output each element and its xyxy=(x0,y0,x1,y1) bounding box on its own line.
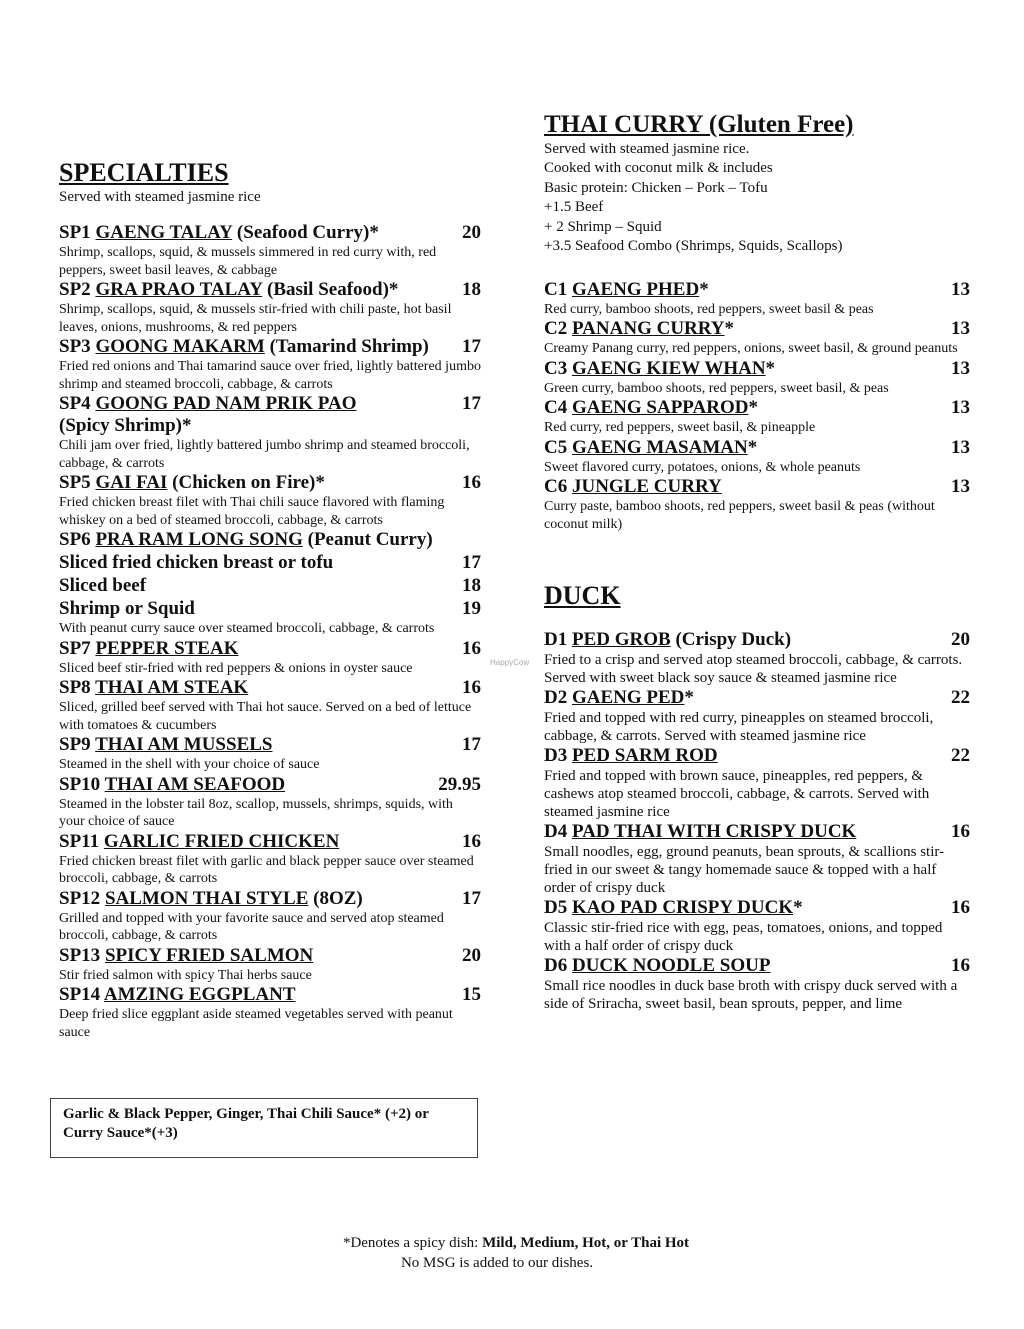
item-description: Red curry, red peppers, sweet basil, & pineapple xyxy=(544,420,816,436)
item-description: Classic stir-fried rice with egg, peas, tomatoes, onions, and topped with a half order of crispy duck xyxy=(544,920,943,955)
item-head xyxy=(544,279,970,301)
item-extra: * xyxy=(748,397,758,419)
menu-item-d1 xyxy=(544,629,970,687)
item-code: SP9 xyxy=(59,734,91,756)
item-extra: (Peanut Curry) xyxy=(302,529,433,551)
menu-item-c2 xyxy=(544,318,970,358)
item-head xyxy=(59,888,481,910)
item-head xyxy=(59,774,481,796)
menu-item-c4 xyxy=(544,397,970,437)
item-name: THAI AM MUSSELS xyxy=(95,734,273,756)
menu-item-c1 xyxy=(544,279,970,319)
item-head xyxy=(544,955,970,977)
item-code: C2 xyxy=(544,318,568,340)
item-head xyxy=(544,821,970,843)
menu-item-c6 xyxy=(544,476,970,533)
item-description: With peanut curry sauce over steamed broccoli, cabbage, & carrots xyxy=(59,621,435,637)
menu-item-sp1 xyxy=(59,222,481,279)
curry-note-line: +1.5 Beef xyxy=(544,199,604,216)
item-code: SP1 xyxy=(59,222,91,244)
item-head xyxy=(59,472,481,494)
item-extra: * xyxy=(699,278,709,300)
option-price: 17 xyxy=(462,552,481,574)
item-head xyxy=(544,745,970,767)
footer-notes xyxy=(0,1233,1024,1273)
item-code: SP8 xyxy=(59,677,91,699)
item-description: Sweet flavored curry, potatoes, onions, & whole peanuts xyxy=(544,459,861,475)
menu-item-sp2 xyxy=(59,279,481,336)
watermark: HappyCow xyxy=(490,658,530,667)
item-code: D6 xyxy=(544,955,568,977)
spicy-note xyxy=(0,1233,1024,1253)
item-name: GAENG PHED xyxy=(571,278,700,300)
item-price: 16 xyxy=(462,637,481,659)
menu-item-sp6 xyxy=(59,529,481,638)
item-head xyxy=(544,358,970,380)
item-price: 17 xyxy=(462,887,481,909)
sp6-option xyxy=(59,597,481,620)
item-name: DUCK NOODLE SOUP xyxy=(571,955,771,977)
item-code: SP6 xyxy=(59,529,91,551)
menu-item-sp13 xyxy=(59,945,481,985)
menu-item-d5 xyxy=(544,897,970,955)
item-price: 29.95 xyxy=(438,773,481,795)
item-name: PED GROB xyxy=(571,629,671,651)
item-price: 20 xyxy=(462,944,481,966)
menu-item-sp3 xyxy=(59,336,481,393)
item-head-line2 xyxy=(59,415,481,437)
item-description: Shrimp, scallops, squid, & mussels simmered in red curry with, red peppers, sweet basil leaves, & cabbage xyxy=(59,245,437,278)
item-name: GOONG MAKARM xyxy=(95,336,265,358)
item-head xyxy=(59,279,481,301)
item-name: GAENG PED xyxy=(571,687,685,709)
item-price: 13 xyxy=(951,476,970,498)
specialties-column xyxy=(59,158,481,1041)
item-head xyxy=(59,393,481,415)
item-price: 13 xyxy=(951,318,970,340)
item-name: GRA PRAO TALAY xyxy=(95,279,263,301)
item-extra: (Basil Seafood)* xyxy=(262,279,399,301)
item-head xyxy=(544,629,970,651)
item-head xyxy=(59,336,481,358)
item-price: 16 xyxy=(462,830,481,852)
item-description: Small rice noodles in duck base broth with crispy duck served with a side of Sriracha, sweet basil, bean sprouts, pepper, and lime xyxy=(544,978,958,1013)
item-description: Sliced, grilled beef served with Thai hot sauce. Served on a bed of lettuce with tomatoes & cucumbers xyxy=(59,700,472,733)
item-name: KAO PAD CRISPY DUCK xyxy=(571,897,794,919)
item-name: SPICY FRIED SALMON xyxy=(104,944,314,966)
item-description: Grilled and topped with your favorite sauce and served atop steamed broccoli, cabbage, & carrots xyxy=(59,910,444,944)
item-extra: (Chicken on Fire)* xyxy=(167,472,325,494)
menu-item-sp4 xyxy=(59,393,481,472)
item-head xyxy=(59,984,481,1006)
option-label: Sliced fried chicken breast or tofu xyxy=(59,552,334,574)
curry-notes xyxy=(544,140,970,257)
item-code: SP7 xyxy=(59,637,91,659)
item-price: 17 xyxy=(462,393,481,415)
item-code: SP13 xyxy=(59,944,101,966)
item-description: Steamed in the shell with your choice of sauce xyxy=(59,757,320,773)
item-price: 17 xyxy=(462,336,481,358)
menu-item-d6 xyxy=(544,955,970,1013)
item-code: C5 xyxy=(544,436,568,458)
item-code: SP3 xyxy=(59,336,91,358)
item-description: Fried and topped with brown sauce, pineapples, red peppers, & cashews atop steamed broccoli, cabbage, & carrots. Served with steamed jasmine rice xyxy=(544,768,930,821)
menu-item-sp12 xyxy=(59,888,481,945)
item-name: GAENG MASAMAN xyxy=(571,436,748,458)
item-description: Fried to a crisp and served atop steamed broccoli, cabbage, & carrots. Served with sweet black soy sauce & steamed jasmine rice xyxy=(544,652,963,687)
item-name: PANANG CURRY xyxy=(571,318,725,340)
item-price: 22 xyxy=(951,687,970,709)
item-price: 18 xyxy=(462,279,481,301)
menu-item-sp11 xyxy=(59,831,481,888)
spicy-levels: Mild, Medium, Hot, or Thai Hot xyxy=(482,1235,690,1251)
menu-item-c5 xyxy=(544,437,970,477)
menu-item-d3 xyxy=(544,745,970,821)
item-name: PEPPER STEAK xyxy=(95,637,239,659)
item-price: 17 xyxy=(462,734,481,756)
item-extra: (Spicy Shrimp)* xyxy=(59,415,192,437)
item-description: Curry paste, bamboo shoots, red peppers, sweet basil & peas (without coconut milk) xyxy=(544,499,935,532)
item-name: PAD THAI WITH CRISPY DUCK xyxy=(571,821,857,843)
item-name: PRA RAM LONG SONG xyxy=(95,529,303,551)
item-code: C3 xyxy=(544,357,568,379)
item-name: GARLIC FRIED CHICKEN xyxy=(103,830,340,852)
item-code: D4 xyxy=(544,821,568,843)
item-head xyxy=(544,397,970,419)
item-description: Shrimp, scallops, squid, & mussels stir-fried with chili paste, hot basil leaves, onions, mushrooms, & red peppers xyxy=(59,302,452,335)
menu-item-sp10 xyxy=(59,774,481,831)
sp6-options xyxy=(59,551,481,620)
item-name: GAI FAI xyxy=(95,472,168,494)
curry-note-line: Basic protein: Chicken – Pork – Tofu xyxy=(544,179,768,196)
curry-note-line: +3.5 Seafood Combo (Shrimps, Squids, Scallops) xyxy=(544,238,843,255)
item-price: 13 xyxy=(951,397,970,419)
item-price: 20 xyxy=(951,629,970,651)
curry-title: THAI CURRY (Gluten Free) xyxy=(544,111,854,138)
item-description: Red curry, bamboo shoots, red peppers, sweet basil & peas xyxy=(544,301,874,317)
item-extra: (Seafood Curry)* xyxy=(232,222,379,244)
item-head xyxy=(59,677,481,699)
option-price: 19 xyxy=(462,598,481,620)
menu-item-sp14 xyxy=(59,984,481,1041)
item-code: SP12 xyxy=(59,887,101,909)
item-description: Fried and topped with red curry, pineapples on steamed broccoli, cabbage, & carrots. Served with steamed jasmine rice xyxy=(544,710,934,745)
item-code: SP10 xyxy=(59,773,101,795)
item-code: SP4 xyxy=(59,393,91,415)
specialties-list xyxy=(59,222,481,529)
item-price: 22 xyxy=(951,745,970,767)
item-code: C6 xyxy=(544,476,568,498)
duck-list xyxy=(544,629,970,1013)
item-description: Sliced beef stir-fried with red peppers & onions in oyster sauce xyxy=(59,660,413,676)
specialties-title: SPECIALTIES xyxy=(59,158,229,187)
item-code: D1 xyxy=(544,629,568,651)
item-description: Fried chicken breast filet with Thai chili sauce flavored with flaming whiskey on a bed of steamed broccoli, cabbage, & carrots xyxy=(59,495,445,528)
item-code: C4 xyxy=(544,397,568,419)
sp6-option xyxy=(59,574,481,597)
menu-item-d4 xyxy=(544,821,970,897)
item-name: SALMON THAI STYLE xyxy=(104,887,309,909)
item-name: GAENG SAPPAROD xyxy=(571,397,749,419)
option-label: Shrimp or Squid xyxy=(59,598,195,620)
item-extra: * xyxy=(747,436,758,458)
item-head xyxy=(544,476,970,498)
item-head xyxy=(59,734,481,756)
specialties-list-2 xyxy=(59,638,481,1042)
item-description: Stir fried salmon with spicy Thai herbs sauce xyxy=(59,967,312,983)
menu-item-sp7 xyxy=(59,638,481,678)
item-description: Chili jam over fried, lightly battered jumbo shrimp and steamed broccoli, cabbage, & carrots xyxy=(59,438,470,471)
menu-item-sp5 xyxy=(59,472,481,529)
menu-item-d2 xyxy=(544,687,970,745)
item-name: AMZING EGGPLANT xyxy=(103,984,296,1006)
item-name: THAI AM STEAK xyxy=(95,677,249,699)
item-code: D5 xyxy=(544,897,568,919)
curry-list xyxy=(544,279,970,534)
item-price: 16 xyxy=(951,821,970,843)
item-code: D3 xyxy=(544,745,568,767)
item-code: SP14 xyxy=(59,984,101,1006)
option-price: 18 xyxy=(462,575,481,597)
duck-title: DUCK xyxy=(544,581,621,611)
item-head xyxy=(544,437,970,459)
sp6-option xyxy=(59,551,481,574)
curry-duck-column xyxy=(544,111,970,1013)
item-code: SP11 xyxy=(59,830,100,852)
item-name: PED SARM ROD xyxy=(571,745,718,767)
msg-note: No MSG is added to our dishes. xyxy=(400,1255,594,1271)
item-price: 13 xyxy=(951,436,970,458)
specialties-subtitle: Served with steamed jasmine rice xyxy=(59,188,261,205)
item-description: Steamed in the lobster tail 8oz, scallop, mussels, shrimps, squids, with your choice of sauce xyxy=(59,796,453,830)
item-description: Deep fried slice eggplant aside steamed vegetables served with peanut sauce xyxy=(59,1007,453,1040)
item-name: THAI AM SEAFOOD xyxy=(104,773,286,795)
menu-item-sp9 xyxy=(59,734,481,774)
item-price: 20 xyxy=(462,222,481,244)
item-extra: (Crispy Duck) xyxy=(670,629,792,651)
item-extra: (Tamarind Shrimp) xyxy=(264,336,429,358)
item-code: C1 xyxy=(544,278,568,300)
item-price: 16 xyxy=(951,897,970,919)
item-head xyxy=(59,945,481,967)
item-description: Fried red onions and Thai tamarind sauce over fried, lightly battered jumbo shrimp and steamed broccoli, cabbage, & carrots xyxy=(59,359,481,392)
item-price: 16 xyxy=(462,677,481,699)
menu-item-c3 xyxy=(544,358,970,398)
curry-note-line: + 2 Shrimp – Squid xyxy=(544,218,662,235)
item-description: Creamy Panang curry, red peppers, onions, sweet basil, & ground peanuts xyxy=(544,341,958,357)
curry-note-line: Served with steamed jasmine rice. xyxy=(544,140,750,157)
item-head xyxy=(544,687,970,709)
item-price: 13 xyxy=(951,278,970,300)
item-head xyxy=(59,222,481,244)
item-extra: (8OZ) xyxy=(308,887,363,909)
curry-note-line: Cooked with coconut milk & includes xyxy=(544,160,773,177)
item-description: Small noodles, egg, ground peanuts, bean sprouts, & scallions stir-fried in our sweet & tangy homemade sauce & topped with a half order of crispy duck xyxy=(544,844,945,897)
item-extra: * xyxy=(684,687,694,709)
item-price: 16 xyxy=(462,472,481,494)
option-label: Sliced beef xyxy=(59,575,147,597)
item-name: GAENG TALAY xyxy=(95,222,233,244)
item-head xyxy=(544,318,970,340)
item-extra: * xyxy=(724,318,735,340)
sauce-options-box: Garlic & Black Pepper, Ginger, Thai Chili Sauce* (+2) or Curry Sauce*(+3) xyxy=(50,1098,478,1158)
item-name: GAENG KIEW WHAN xyxy=(571,357,766,379)
item-code: SP2 xyxy=(59,279,91,301)
menu-item-sp8 xyxy=(59,677,481,734)
item-head xyxy=(544,897,970,919)
item-price: 15 xyxy=(462,984,481,1006)
item-name: JUNGLE CURRY xyxy=(571,476,722,498)
item-extra: * xyxy=(765,357,776,379)
item-price: 16 xyxy=(951,955,970,977)
item-extra: * xyxy=(793,897,803,919)
item-head xyxy=(59,529,481,551)
item-code: SP5 xyxy=(59,472,91,494)
item-description: Green curry, bamboo shoots, red peppers, sweet basil, & peas xyxy=(544,380,889,396)
item-head xyxy=(59,638,481,660)
item-code: D2 xyxy=(544,687,568,709)
item-name: GOONG PAD NAM PRIK PAO xyxy=(95,393,357,415)
item-description: Fried chicken breast filet with garlic and black pepper sauce over steamed broccoli, cabbage, & carrots xyxy=(59,853,474,887)
item-price: 13 xyxy=(951,357,970,379)
item-head xyxy=(59,831,481,853)
spicy-note-prefix: *Denotes a spicy dish: xyxy=(342,1235,483,1251)
